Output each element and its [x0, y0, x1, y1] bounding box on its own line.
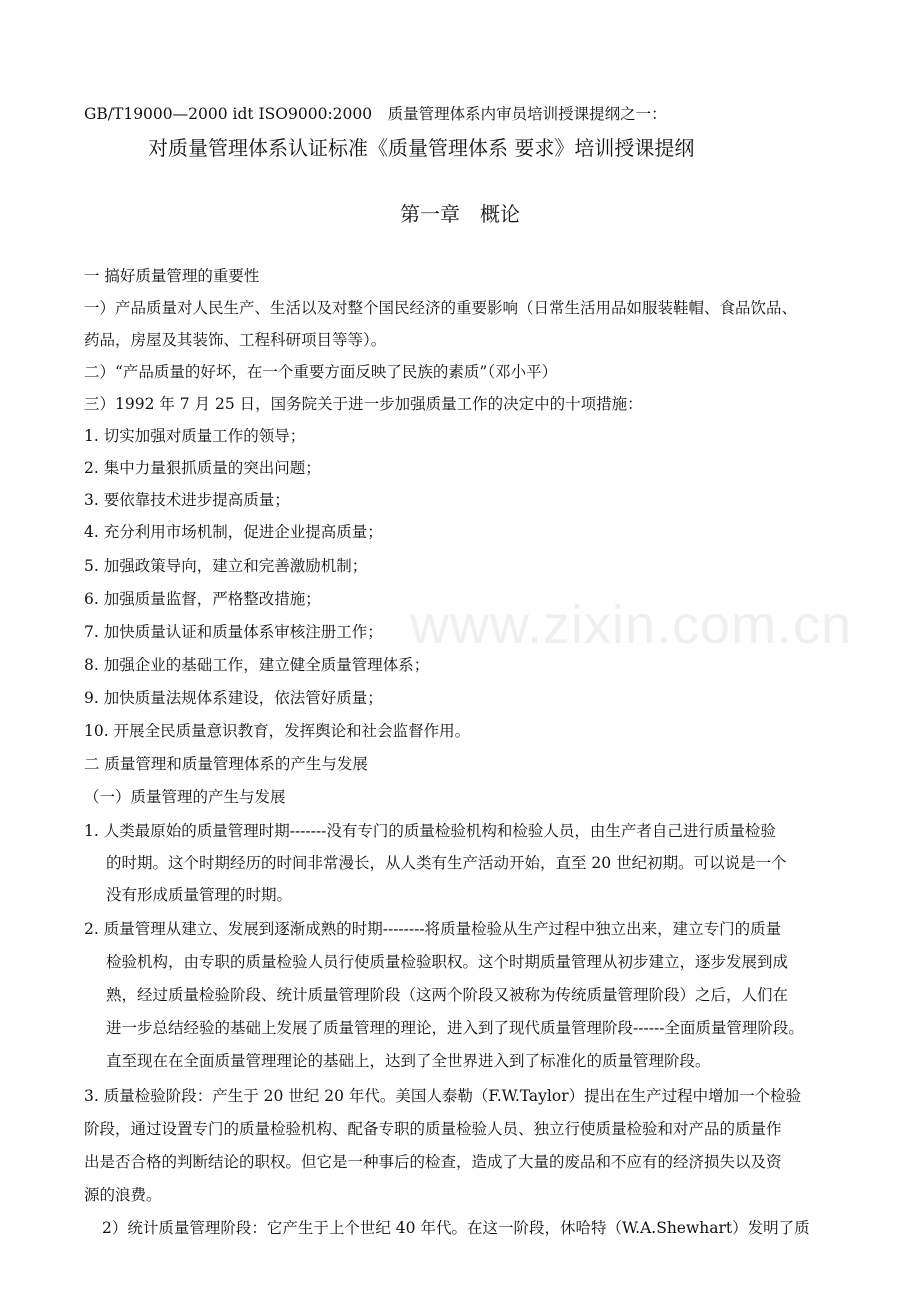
list-item: 8. 加强企业的基础工作，建立健全质量管理体系； [84, 656, 430, 674]
list-item: 2. 质量管理从建立、发展到逐渐成熟的时期--------将质量检验从生产过程中独立出来，建立专门的质量 [84, 920, 782, 938]
list-item-continuation: 的时期。这个时期经历的时间非常漫长，从人类有生产活动开始，直至 20 世纪初期。可以说是一个 [106, 854, 787, 872]
paragraph-line: 二）“产品质量的好坏，在一个重要方面反映了民族的素质”（邓小平） [84, 363, 558, 381]
list-item: 4. 充分利用市场机制，促进企业提高质量； [84, 523, 383, 541]
list-item-continuation: 进一步总结经验的基础上发展了质量管理的理论，进入到了现代质量管理阶段------全面质量管理阶段。 [106, 1019, 804, 1037]
list-item-continuation: 没有形成质量管理的时期。 [106, 886, 293, 904]
list-item: 3. 要依靠技术进步提高质量； [84, 491, 290, 509]
paragraph-line: 三）1992 年 7 月 25 日，国务院关于进一步加强质量工作的决定中的十项措施： [84, 395, 643, 413]
paragraph-line: 一）产品质量对人民生产、生活以及对整个国民经济的重要影响（日常生活用品如服装鞋帽、食品饮品、 [84, 299, 798, 317]
list-item-continuation: 直至现在在全面质量管理理论的基础上，达到了全世界进入到了标准化的质量管理阶段。 [106, 1052, 711, 1070]
section-heading: 二 质量管理和质量管理体系的产生与发展 [84, 755, 368, 773]
subsection-heading: （一）质量管理的产生与发展 [84, 788, 286, 806]
paragraph-line: 阶段，通过设置专门的质量检验机构、配备专职的质量检验人员、独立行使质量检验和对产品的质量作 [84, 1120, 782, 1138]
paragraph-line: 出是否合格的判断结论的职权。但它是一种事后的检查，造成了大量的废品和不应有的经济损失以及资 [84, 1153, 782, 1171]
list-item-continuation: 熟，经过质量检验阶段、统计质量管理阶段（这两个阶段又被称为传统质量管理阶段）之后，人们在 [106, 986, 789, 1004]
list-item: 1. 切实加强对质量工作的领导； [84, 427, 306, 445]
list-item-continuation: 检验机构，由专职的质量检验人员行使质量检验职权。这个时期质量管理从初步建立，逐步发展到成 [106, 953, 789, 971]
list-item: 6. 加强质量监督，严格整改措施； [84, 590, 321, 608]
document-header: GB/T19000—2000 idt ISO9000:2000 质量管理体系内审员培训授课提纲之一： [84, 105, 667, 123]
list-item: 3. 质量检验阶段：产生于 20 世纪 20 年代。美国人泰勒（F.W.Taylor）提出在生产过程中增加一个检验 [84, 1087, 802, 1105]
section-heading: 一 搞好质量管理的重要性 [84, 267, 260, 285]
list-item: 2. 集中力量狠抓质量的突出问题； [84, 459, 321, 477]
paragraph-line: 2）统计质量管理阶段：它产生于上个世纪 40 年代。在这一阶段，休哈特（W.A.Shewhart）发明了质 [102, 1219, 810, 1237]
list-item: 10. 开展全民质量意识教育，发挥舆论和社会监督作用。 [84, 722, 471, 740]
paragraph-line: 药品，房屋及其装饰、工程科研项目等等）。 [84, 331, 387, 349]
list-item: 1. 人类最原始的质量管理时期-------没有专门的质量检验机构和检验人员，由生产者自己进行质量检验 [84, 822, 776, 840]
list-item: 5. 加强政策导向，建立和完善激励机制； [84, 557, 368, 575]
chapter-title: 第一章 概论 [400, 202, 520, 226]
paragraph-line: 源的浪费。 [84, 1186, 162, 1204]
watermark: www.zixin.com.cn [410, 595, 853, 655]
document-title: 对质量管理体系认证标准《质量管理体系 要求》培训授课提纲 [148, 136, 695, 160]
list-item: 7. 加快质量认证和质量体系审核注册工作； [84, 623, 383, 641]
list-item: 9. 加快质量法规体系建设，依法管好质量； [84, 689, 383, 707]
